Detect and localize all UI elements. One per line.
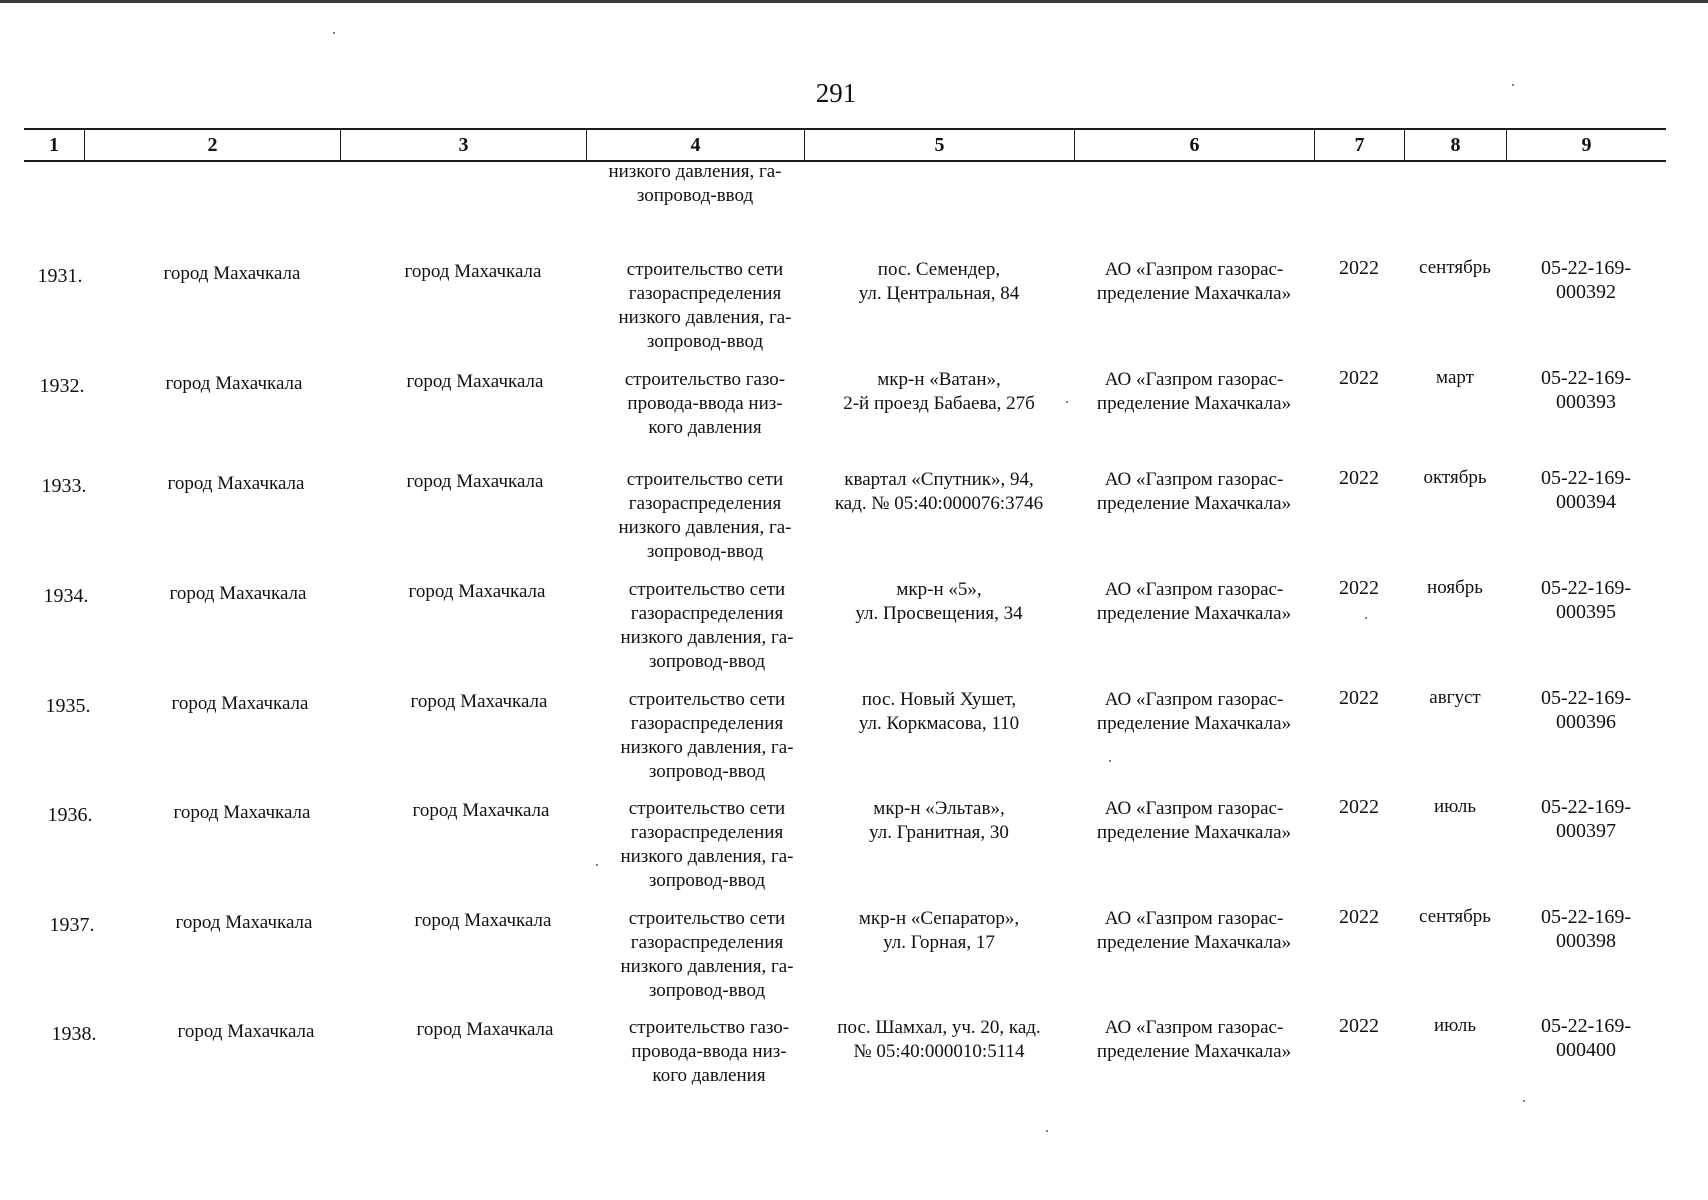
year-cell: 2022 <box>1339 577 1379 599</box>
row-number: 1938. <box>51 1023 97 1045</box>
address-line: пос. Новый Хушет, <box>861 689 1017 710</box>
organization-line: пределение Махачкала» <box>1096 1041 1292 1062</box>
district-cell: город Махачкала <box>173 802 311 823</box>
address-line: № 05:40:000010:5114 <box>853 1041 1025 1062</box>
code-line: 000393 <box>1556 391 1616 413</box>
description-line: зопровод-ввод <box>648 651 766 672</box>
address-line: кад. № 05:40:000076:3746 <box>834 493 1044 514</box>
organization-line: АО «Газпром газорас- <box>1104 798 1284 819</box>
row-number: 1935. <box>45 695 91 717</box>
description-line: строительство сети <box>628 689 786 710</box>
header-col-7: 7 <box>1314 130 1404 160</box>
description-cell <box>600 1016 818 1088</box>
code-line: 000398 <box>1556 930 1616 952</box>
description-line: зопровод-ввод <box>648 761 766 782</box>
code-cell <box>1506 1014 1666 1062</box>
organization-line: пределение Махачкала» <box>1096 932 1292 953</box>
address-line: пос. Шамхал, уч. 20, кад. <box>837 1017 1041 1038</box>
address-line: ул. Просвещения, 34 <box>855 603 1023 624</box>
locality-cell: город Махачкала <box>412 800 550 821</box>
district-cell: город Махачкала <box>171 693 309 714</box>
description-cell <box>598 688 816 784</box>
organization-line: пределение Махачкала» <box>1096 822 1292 843</box>
description-line: провода-ввода низ- <box>631 1041 787 1062</box>
scan-speck <box>1046 1130 1048 1132</box>
description-cell <box>596 258 814 354</box>
organization-line: пределение Махачкала» <box>1096 283 1292 304</box>
row-number: 1933. <box>41 475 87 497</box>
description-line: газораспределения <box>628 283 782 304</box>
code-line: 05-22-169- <box>1541 467 1631 489</box>
address-cell <box>804 258 1074 306</box>
code-line: 05-22-169- <box>1541 687 1631 709</box>
row-number: 1932. <box>39 375 85 397</box>
district-cell: город Махачкала <box>169 583 307 604</box>
description-line: строительство сети <box>626 469 784 490</box>
scan-edge <box>0 0 1708 3</box>
description-line: строительство сети <box>628 579 786 600</box>
organization-cell <box>1074 368 1314 416</box>
address-line: мкр-н «Эльтав», <box>873 798 1005 819</box>
district-cell: город Махачкала <box>163 263 301 284</box>
organization-line: пределение Махачкала» <box>1096 713 1292 734</box>
address-cell <box>804 368 1074 416</box>
month-cell: август <box>1429 687 1481 708</box>
row-number: 1934. <box>43 585 89 607</box>
month-cell: октябрь <box>1423 467 1487 488</box>
description-cell <box>598 907 816 1003</box>
organization-cell <box>1074 258 1314 306</box>
organization-cell <box>1074 1016 1314 1064</box>
code-cell <box>1506 256 1666 304</box>
organization-cell <box>1074 688 1314 736</box>
locality-cell: город Махачкала <box>404 261 542 282</box>
scan-speck <box>1109 760 1111 762</box>
locality-cell: город Махачкала <box>408 581 546 602</box>
year-cell: 2022 <box>1339 257 1379 279</box>
address-line: ул. Горная, 17 <box>883 932 995 953</box>
code-cell <box>1506 576 1666 624</box>
address-line: квартал «Спутник», 94, <box>844 469 1034 490</box>
year-cell: 2022 <box>1339 687 1379 709</box>
month-cell: март <box>1436 367 1474 388</box>
description-line: газораспределения <box>630 822 784 843</box>
header-col-8: 8 <box>1404 130 1506 160</box>
header-col-2: 2 <box>84 130 340 160</box>
header-col-4: 4 <box>586 130 804 160</box>
page-number: 291 <box>815 78 857 108</box>
code-line: 05-22-169- <box>1541 906 1631 928</box>
organization-line: АО «Газпром газорас- <box>1104 689 1284 710</box>
description-line: низкого давления, га- <box>608 161 782 182</box>
description-line: строительство газо- <box>624 369 786 390</box>
description-line: строительство газо- <box>628 1017 790 1038</box>
description-line: газораспределения <box>630 713 784 734</box>
header-bottom-border <box>24 160 1666 162</box>
code-line: 000400 <box>1556 1039 1616 1061</box>
code-line: 000394 <box>1556 491 1616 513</box>
locality-cell: город Махачкала <box>414 910 552 931</box>
month-cell: июль <box>1433 796 1477 817</box>
address-line: пос. Семендер, <box>877 259 1001 280</box>
scan-speck <box>1523 1100 1525 1102</box>
organization-cell <box>1074 797 1314 845</box>
address-line: мкр-н «Ватан», <box>877 369 1001 390</box>
description-cell <box>596 368 814 440</box>
address-line: ул. Гранитная, 30 <box>869 822 1009 843</box>
description-line: строительство сети <box>626 259 784 280</box>
description-line: зопровод-ввод <box>648 980 766 1001</box>
code-line: 05-22-169- <box>1541 1015 1631 1037</box>
organization-line: АО «Газпром газорас- <box>1104 579 1284 600</box>
scan-speck <box>1512 84 1514 86</box>
description-line: низкого давления, га- <box>620 956 794 977</box>
code-cell <box>1506 795 1666 843</box>
organization-line: АО «Газпром газорас- <box>1104 369 1284 390</box>
description-line: зопровод-ввод <box>646 331 764 352</box>
month-cell: сентябрь <box>1419 906 1491 927</box>
code-line: 000396 <box>1556 711 1616 733</box>
district-cell: город Махачкала <box>167 473 305 494</box>
description-cell <box>598 578 816 674</box>
code-line: 05-22-169- <box>1541 577 1631 599</box>
district-cell: город Махачкала <box>175 912 313 933</box>
address-line: ул. Коркмасова, 110 <box>858 713 1020 734</box>
locality-cell: город Махачкала <box>410 691 548 712</box>
code-line: 000397 <box>1556 820 1616 842</box>
scan-speck <box>1365 617 1367 619</box>
locality-cell: город Махачкала <box>406 471 544 492</box>
month-cell: июль <box>1433 1015 1477 1036</box>
description-line: газораспределения <box>630 932 784 953</box>
address-cell <box>804 688 1074 736</box>
organization-cell <box>1074 578 1314 626</box>
month-cell: сентябрь <box>1419 257 1491 278</box>
description-line: газораспределения <box>628 493 782 514</box>
address-line: мкр-н «Сепаратор», <box>858 908 1020 929</box>
header-col-1: 1 <box>49 134 59 156</box>
header-col-5: 5 <box>804 130 1074 160</box>
header-col-3: 3 <box>340 130 586 160</box>
code-line: 05-22-169- <box>1541 796 1631 818</box>
description-line: зопровод-ввод <box>646 541 764 562</box>
description-line: низкого давления, га- <box>620 846 794 867</box>
row-number: 1936. <box>47 804 93 826</box>
description-line: кого давления <box>648 417 762 438</box>
description-line: низкого давления, га- <box>618 517 792 538</box>
description-line: кого давления <box>652 1065 766 1086</box>
code-cell <box>1506 366 1666 414</box>
code-cell <box>1506 905 1666 953</box>
description-line: провода-ввода низ- <box>627 393 783 414</box>
address-line: 2-й проезд Бабаева, 27б <box>843 393 1035 414</box>
description-line: низкого давления, га- <box>620 737 794 758</box>
description-line: низкого давления, га- <box>620 627 794 648</box>
organization-line: АО «Газпром газорас- <box>1104 259 1284 280</box>
year-cell: 2022 <box>1339 906 1379 928</box>
scan-speck <box>596 864 598 866</box>
description-cell <box>596 468 814 564</box>
year-cell: 2022 <box>1339 367 1379 389</box>
address-cell <box>804 907 1074 955</box>
description-cell <box>598 797 816 893</box>
year-cell: 2022 <box>1339 1015 1379 1037</box>
description-line: строительство сети <box>628 908 786 929</box>
table-header <box>24 128 1666 162</box>
scan-speck <box>1066 401 1068 403</box>
description-line: зопровод-ввод <box>648 870 766 891</box>
address-cell <box>804 578 1074 626</box>
organization-line: пределение Махачкала» <box>1096 393 1292 414</box>
code-line: 000395 <box>1556 601 1616 623</box>
description-line: строительство сети <box>628 798 786 819</box>
year-cell: 2022 <box>1339 467 1379 489</box>
locality-cell: город Махачкала <box>406 371 544 392</box>
address-line: ул. Центральная, 84 <box>858 283 1020 304</box>
address-cell <box>804 1016 1074 1064</box>
organization-cell <box>1074 468 1314 516</box>
code-cell <box>1506 686 1666 734</box>
address-cell <box>804 797 1074 845</box>
description-line: зопровод-ввод <box>636 185 754 206</box>
month-cell: ноябрь <box>1427 577 1483 598</box>
organization-line: АО «Газпром газорас- <box>1104 908 1284 929</box>
address-line: мкр-н «5», <box>896 579 982 600</box>
organization-line: АО «Газпром газорас- <box>1104 469 1284 490</box>
row-number: 1937. <box>49 914 95 936</box>
row-number: 1931. <box>37 265 83 287</box>
scan-speck <box>333 32 335 34</box>
description-cell <box>586 160 804 208</box>
header-col-6: 6 <box>1074 130 1314 160</box>
year-cell: 2022 <box>1339 796 1379 818</box>
district-cell: город Махачкала <box>165 373 303 394</box>
address-cell <box>804 468 1074 516</box>
organization-line: пределение Махачкала» <box>1096 603 1292 624</box>
code-line: 000392 <box>1556 281 1616 303</box>
code-line: 05-22-169- <box>1541 367 1631 389</box>
code-line: 05-22-169- <box>1541 257 1631 279</box>
locality-cell: город Махачкала <box>416 1019 554 1040</box>
code-cell <box>1506 466 1666 514</box>
organization-line: пределение Махачкала» <box>1096 493 1292 514</box>
organization-line: АО «Газпром газорас- <box>1104 1017 1284 1038</box>
description-line: низкого давления, га- <box>618 307 792 328</box>
district-cell: город Махачкала <box>177 1021 315 1042</box>
header-col-9: 9 <box>1506 130 1666 160</box>
description-line: газораспределения <box>630 603 784 624</box>
organization-cell <box>1074 907 1314 955</box>
